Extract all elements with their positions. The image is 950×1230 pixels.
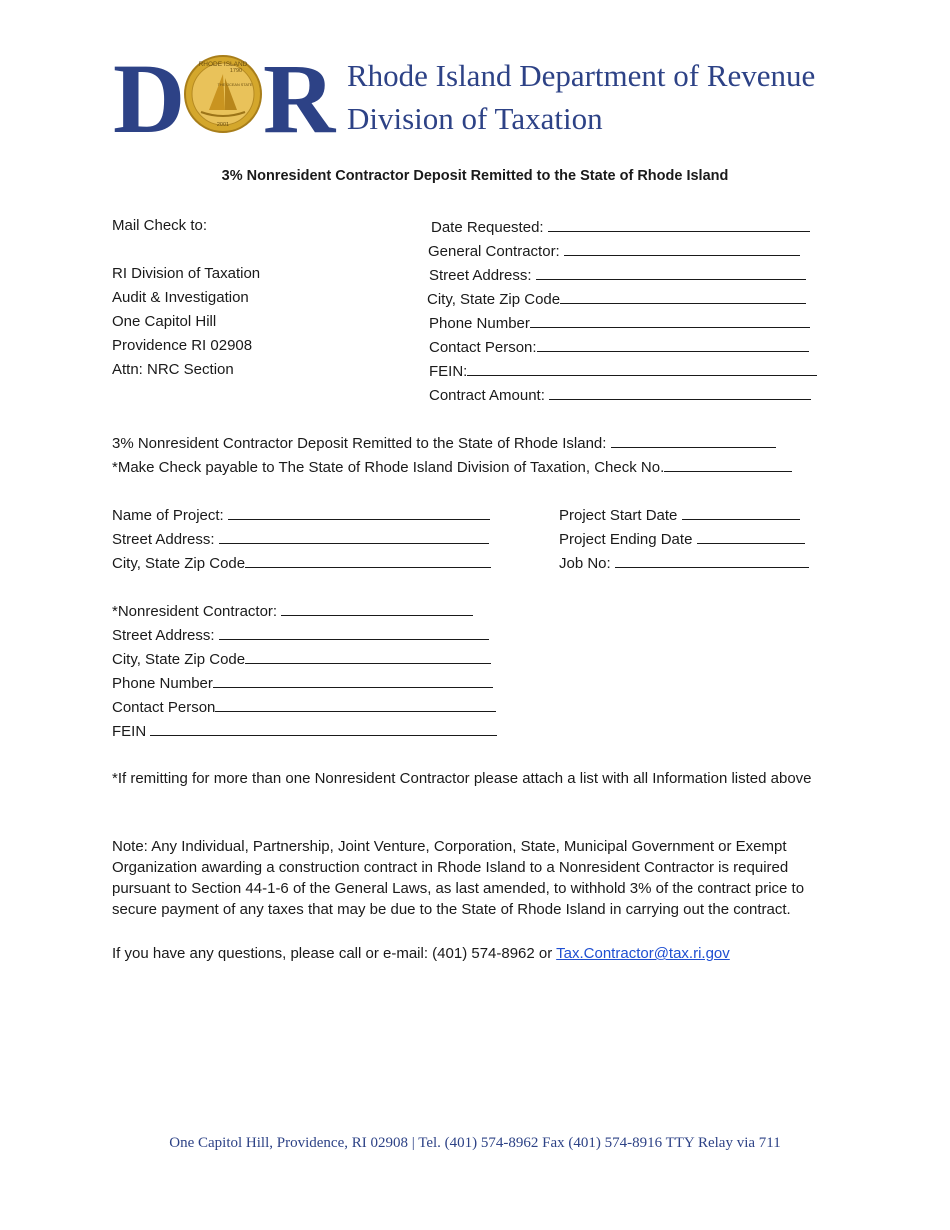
job-number-label: Job No: xyxy=(559,555,611,572)
gc-city-state-zip-field xyxy=(427,288,806,310)
nrc-contact-label: Contact Person xyxy=(112,699,216,716)
nonresident-contractor-line[interactable] xyxy=(281,600,473,616)
deposit-amount-line[interactable] xyxy=(611,432,776,448)
mail-line: One Capitol Hill xyxy=(112,313,217,330)
job-number-field xyxy=(559,552,809,574)
nrc-street-field xyxy=(112,624,489,646)
nrc-phone-field xyxy=(112,672,493,694)
gc-fein-line[interactable] xyxy=(467,360,817,376)
project-start-field xyxy=(559,504,800,526)
project-city-label: City, State Zip Code xyxy=(112,555,246,572)
questions-line xyxy=(112,944,730,964)
gc-phone-number-label: Phone Number xyxy=(429,315,530,332)
project-end-label: Project Ending Date xyxy=(559,531,693,548)
mail-line: Audit & Investigation xyxy=(112,289,249,306)
nrc-fein-label: FEIN xyxy=(112,723,147,740)
deposit-amount-label: 3% Nonresident Contractor Deposit Remitted to the State of Rhode Island: xyxy=(112,435,607,452)
project-name-line[interactable] xyxy=(228,504,490,520)
project-street-line[interactable] xyxy=(219,528,489,544)
svg-text:2001: 2001 xyxy=(216,122,230,128)
nrc-street-label: Street Address: xyxy=(112,627,215,644)
nrc-city-field xyxy=(112,648,491,670)
gc-city-state-zip-line[interactable] xyxy=(560,288,806,304)
project-city-line[interactable] xyxy=(245,552,491,568)
nrc-phone-label: Phone Number xyxy=(112,675,213,692)
general-contractor-label: General Contractor: xyxy=(428,243,560,260)
nrc-fein-field xyxy=(112,720,497,742)
project-start-label: Project Start Date xyxy=(559,507,678,524)
project-start-line[interactable] xyxy=(682,504,800,520)
general-contractor-field xyxy=(428,240,800,262)
gc-fein-field xyxy=(429,360,817,382)
logo-letter-r: R xyxy=(263,52,336,136)
nrc-contact-line[interactable] xyxy=(215,696,496,712)
gc-contact-person-field xyxy=(429,336,809,358)
form-title: 3% Nonresident Contractor Deposit Remitted to the State of Rhode Island xyxy=(221,168,729,184)
agency-name: Rhode Island Department of Revenue xyxy=(347,58,816,93)
contract-amount-line[interactable] xyxy=(549,384,811,400)
gc-phone-number-line[interactable] xyxy=(530,312,810,328)
gc-fein-label: FEIN: xyxy=(429,363,468,380)
nonresident-contractor-field xyxy=(112,600,473,622)
check-number-field xyxy=(112,456,792,478)
gc-contact-person-label: Contact Person: xyxy=(429,339,537,356)
mail-check-label: Mail Check to: xyxy=(112,217,208,234)
gc-city-state-zip-label: City, State Zip Code xyxy=(427,291,561,308)
nrc-fein-line[interactable] xyxy=(150,720,497,736)
withholding-note: Note: Any Individual, Partnership, Joint Venture, Corporation, State, Municipal Government or Exempt Organization awarding a construction contract in Rhode Island to a Nonresident Contractor is required pursuant to Section 44-1-6 of the General Laws, as last amended, to withhold 3% of the contract price to secure payment of any taxes that may be due to the State of Rhode Island in carrying out the contract. xyxy=(112,838,805,918)
gc-street-address-field xyxy=(429,264,806,286)
nrc-phone-line[interactable] xyxy=(213,672,493,688)
svg-text:RHODE ISLAND: RHODE ISLAND xyxy=(198,61,248,68)
general-contractor-line[interactable] xyxy=(564,240,800,256)
attach-list-note: *If remitting for more than one Nonresident Contractor please attach a list with all Information listed above xyxy=(112,770,812,787)
svg-text:THE OCEAN STATE: THE OCEAN STATE xyxy=(217,83,253,87)
project-street-field xyxy=(112,528,489,550)
nrc-city-label: City, State Zip Code xyxy=(112,651,246,668)
dor-logo xyxy=(113,52,341,136)
date-requested-label: Date Requested: xyxy=(431,219,544,236)
nrc-contact-field xyxy=(112,696,496,718)
project-end-line[interactable] xyxy=(697,528,805,544)
project-city-field xyxy=(112,552,491,574)
date-requested-field xyxy=(431,216,810,238)
check-number-label: *Make Check payable to The State of Rhode Island Division of Taxation, Check No. xyxy=(112,459,665,476)
state-quarter-seal-icon xyxy=(185,56,261,132)
mail-line: Attn: NRC Section xyxy=(112,361,234,378)
contract-amount-label: Contract Amount: xyxy=(429,387,545,404)
svg-text:1790: 1790 xyxy=(229,68,243,74)
mail-line: RI Division of Taxation xyxy=(112,265,261,282)
project-name-field xyxy=(112,504,490,526)
footer-address: One Capitol Hill, Providence, RI 02908 | Tel. (401) 574-8962 Fax (401) 574-8916 TTY Relay via 711 xyxy=(169,1135,781,1151)
gc-phone-number-field xyxy=(429,312,810,334)
division-name: Division of Taxation xyxy=(347,101,603,136)
nrc-street-line[interactable] xyxy=(219,624,489,640)
gc-street-address-line[interactable] xyxy=(536,264,806,280)
project-end-field xyxy=(559,528,805,550)
nrc-city-line[interactable] xyxy=(245,648,491,664)
project-street-label: Street Address: xyxy=(112,531,215,548)
project-name-label: Name of Project: xyxy=(112,507,224,524)
questions-text: If you have any questions, please call or e-mail: (401) 574-8962 or xyxy=(112,945,557,962)
gc-contact-person-line[interactable] xyxy=(537,336,809,352)
check-number-line[interactable] xyxy=(664,456,792,472)
deposit-amount-field xyxy=(112,432,776,454)
nonresident-contractor-label: *Nonresident Contractor: xyxy=(112,603,278,620)
mail-line: Providence RI 02908 xyxy=(112,337,253,354)
logo-letter-d: D xyxy=(113,52,186,136)
contact-email-link[interactable]: Tax.Contractor@tax.ri.gov xyxy=(556,945,730,962)
date-requested-line[interactable] xyxy=(548,216,810,232)
gc-street-address-label: Street Address: xyxy=(429,267,532,284)
contract-amount-field xyxy=(429,384,811,406)
job-number-line[interactable] xyxy=(615,552,809,568)
